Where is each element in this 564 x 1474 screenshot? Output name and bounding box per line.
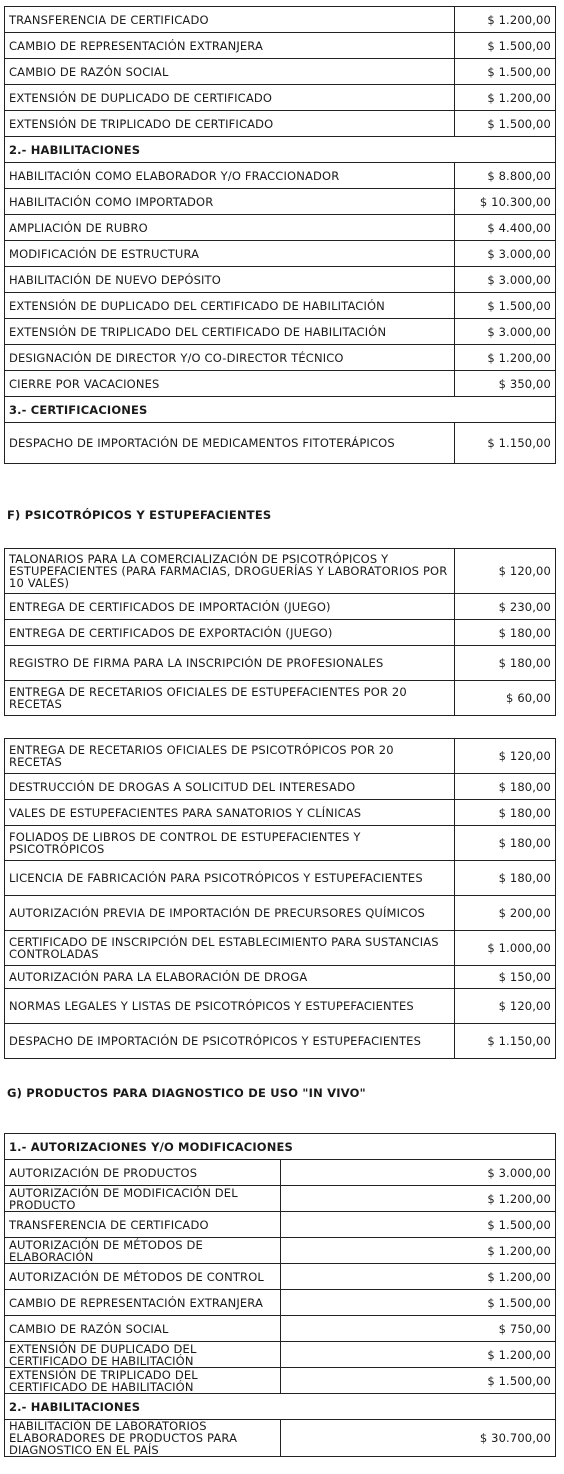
row-label: ENTREGA DE CERTIFICADOS DE EXPORTACIÓN (JUEGO) bbox=[5, 620, 455, 646]
table-row bbox=[5, 1342, 556, 1368]
table-row bbox=[5, 163, 556, 189]
section-header: 1.- AUTORIZACIONES Y/O MODIFICACIONES bbox=[5, 1134, 556, 1160]
row-price: $ 200,00 bbox=[455, 896, 556, 931]
row-label: CIERRE POR VACACIONES bbox=[5, 371, 455, 397]
table-row bbox=[5, 931, 556, 966]
row-label: CAMBIO DE RAZÓN SOCIAL bbox=[5, 59, 455, 85]
section-header: 2.- HABILITACIONES bbox=[5, 137, 556, 163]
row-label: CERTIFICADO DE INSCRIPCIÓN DEL ESTABLECIMIENTO PARA SUSTANCIAS CONTROLADAS bbox=[5, 931, 455, 966]
row-label: LICENCIA DE FABRICACIÓN PARA PSICOTRÓPICOS Y ESTUPEFACIENTES bbox=[5, 861, 455, 896]
row-label: ENTREGA DE RECETARIOS OFICIALES DE ESTUPEFACIENTES POR 20 RECETAS bbox=[5, 681, 455, 716]
table-row bbox=[5, 739, 556, 774]
row-price: $ 230,00 bbox=[455, 594, 556, 620]
table-row bbox=[5, 293, 556, 319]
table-row bbox=[5, 646, 556, 681]
table-row bbox=[5, 33, 556, 59]
table-row bbox=[5, 681, 556, 716]
row-price: $ 180,00 bbox=[455, 861, 556, 896]
table-row bbox=[5, 549, 556, 594]
row-price: $ 180,00 bbox=[455, 826, 556, 861]
table-row bbox=[5, 189, 556, 215]
section-header-row bbox=[5, 1134, 556, 1160]
row-price: $ 1.200,00 bbox=[455, 85, 556, 111]
table-row bbox=[5, 800, 556, 826]
row-label: HABILITACIÓN COMO ELABORADOR Y/O FRACCIONADOR bbox=[5, 163, 455, 189]
row-label: CAMBIO DE REPRESENTACIÓN EXTRANJERA bbox=[5, 33, 455, 59]
table-row bbox=[5, 1160, 556, 1186]
row-label: REGISTRO DE FIRMA PARA LA INSCRIPCIÓN DE PROFESIONALES bbox=[5, 646, 455, 681]
row-price: $ 1.500,00 bbox=[280, 1368, 556, 1394]
row-price: $ 180,00 bbox=[455, 646, 556, 681]
row-price: $ 1.500,00 bbox=[455, 33, 556, 59]
row-price: $ 150,00 bbox=[455, 966, 556, 989]
row-label: EXTENSIÓN DE DUPLICADO DE CERTIFICADO bbox=[5, 85, 455, 111]
fees-table-f2 bbox=[4, 738, 556, 1059]
table-row bbox=[5, 423, 556, 464]
row-label: EXTENSIÓN DE TRIPLICADO DEL CERTIFICADO DE HABILITACIÓN bbox=[5, 1368, 281, 1394]
row-label: AUTORIZACIÓN DE MÉTODOS DE ELABORACIÓN bbox=[5, 1238, 281, 1264]
row-label: AUTORIZACIÓN PREVIA DE IMPORTACIÓN DE PRECURSORES QUÍMICOS bbox=[5, 896, 455, 931]
table-row bbox=[5, 59, 556, 85]
row-label: AUTORIZACIÓN DE PRODUCTOS bbox=[5, 1160, 281, 1186]
row-price: $ 750,00 bbox=[280, 1316, 556, 1342]
table-row bbox=[5, 1290, 556, 1316]
section-header-row bbox=[5, 137, 556, 163]
row-label: DESPACHO DE IMPORTACIÓN DE MEDICAMENTOS FITOTERÁPICOS bbox=[5, 423, 455, 464]
row-label: VALES DE ESTUPEFACIENTES PARA SANATORIOS Y CLÍNICAS bbox=[5, 800, 455, 826]
table-row bbox=[5, 85, 556, 111]
row-price: $ 180,00 bbox=[455, 774, 556, 800]
table-row bbox=[5, 1238, 556, 1264]
row-price: $ 1.000,00 bbox=[455, 931, 556, 966]
table-row bbox=[5, 1212, 556, 1238]
fees-table-top bbox=[4, 6, 556, 464]
row-label: EXTENSIÓN DE DUPLICADO DEL CERTIFICADO DE HABILITACIÓN bbox=[5, 1342, 281, 1368]
table-row bbox=[5, 620, 556, 646]
row-label: TRANSFERENCIA DE CERTIFICADO bbox=[5, 1212, 281, 1238]
row-price: $ 120,00 bbox=[455, 739, 556, 774]
row-price: $ 1.150,00 bbox=[455, 1024, 556, 1059]
row-label: FOLIADOS DE LIBROS DE CONTROL DE ESTUPEFACIENTES Y PSICOTRÓPICOS bbox=[5, 826, 455, 861]
row-label: ENTREGA DE CERTIFICADOS DE IMPORTACIÓN (JUEGO) bbox=[5, 594, 455, 620]
table-row bbox=[5, 594, 556, 620]
table-row bbox=[5, 966, 556, 989]
row-price: $ 1.500,00 bbox=[455, 59, 556, 85]
row-price: $ 1.200,00 bbox=[455, 7, 556, 33]
row-label: TRANSFERENCIA DE CERTIFICADO bbox=[5, 7, 455, 33]
row-label: MODIFICACIÓN DE ESTRUCTURA bbox=[5, 241, 455, 267]
row-label: EXTENSIÓN DE TRIPLICADO DE CERTIFICADO bbox=[5, 111, 455, 137]
row-price: $ 1.200,00 bbox=[280, 1186, 556, 1212]
row-price: $ 1.500,00 bbox=[455, 111, 556, 137]
row-price: $ 1.500,00 bbox=[455, 293, 556, 319]
table-row bbox=[5, 7, 556, 33]
table-row bbox=[5, 774, 556, 800]
row-label: DESTRUCCIÓN DE DROGAS A SOLICITUD DEL INTERESADO bbox=[5, 774, 455, 800]
row-price: $ 10.300,00 bbox=[455, 189, 556, 215]
fees-table-f1 bbox=[4, 548, 556, 716]
row-label: AMPLIACIÓN DE RUBRO bbox=[5, 215, 455, 241]
row-label: EXTENSIÓN DE TRIPLICADO DEL CERTIFICADO DE HABILITACIÓN bbox=[5, 319, 455, 345]
row-price: $ 30.700,00 bbox=[280, 1420, 556, 1457]
row-price: $ 3.000,00 bbox=[280, 1160, 556, 1186]
row-price: $ 1.500,00 bbox=[280, 1290, 556, 1316]
row-label: EXTENSIÓN DE DUPLICADO DEL CERTIFICADO DE HABILITACIÓN bbox=[5, 293, 455, 319]
table-row bbox=[5, 1420, 556, 1457]
row-label: NORMAS LEGALES Y LISTAS DE PSICOTRÓPICOS Y ESTUPEFACIENTES bbox=[5, 989, 455, 1024]
section-header: 3.- CERTIFICACIONES bbox=[5, 397, 556, 423]
row-label: CAMBIO DE RAZÓN SOCIAL bbox=[5, 1316, 281, 1342]
row-label: AUTORIZACIÓN PARA LA ELABORACIÓN DE DROGA bbox=[5, 966, 455, 989]
row-price: $ 120,00 bbox=[455, 549, 556, 594]
table-row bbox=[5, 345, 556, 371]
row-price: $ 1.500,00 bbox=[280, 1212, 556, 1238]
section-f-title: F) PSICOTRÓPICOS Y ESTUPEFACIENTES bbox=[7, 508, 272, 522]
table-row bbox=[5, 861, 556, 896]
row-price: $ 120,00 bbox=[455, 989, 556, 1024]
row-price: $ 1.200,00 bbox=[280, 1238, 556, 1264]
row-label: AUTORIZACIÓN DE MODIFICACIÓN DEL PRODUCTO bbox=[5, 1186, 281, 1212]
row-label: DESPACHO DE IMPORTACIÓN DE PSICOTRÓPICOS Y ESTUPEFACIENTES bbox=[5, 1024, 455, 1059]
table-row bbox=[5, 1368, 556, 1394]
row-label: TALONARIOS PARA LA COMERCIALIZACIÓN DE PSICOTRÓPICOS Y ESTUPEFACIENTES (PARA FARMACIAS, DROGUERÍAS Y LABORATORIOS POR 10 VALES) bbox=[5, 549, 455, 594]
row-label: DESIGNACIÓN DE DIRECTOR Y/O CO-DIRECTOR TÉCNICO bbox=[5, 345, 455, 371]
section-g-title: G) PRODUCTOS PARA DIAGNOSTICO DE USO "IN VIVO" bbox=[7, 1086, 366, 1100]
row-label: AUTORIZACIÓN DE MÉTODOS DE CONTROL bbox=[5, 1264, 281, 1290]
table-row bbox=[5, 896, 556, 931]
row-label: ENTREGA DE RECETARIOS OFICIALES DE PSICOTRÓPICOS POR 20 RECETAS bbox=[5, 739, 455, 774]
table-row bbox=[5, 1186, 556, 1212]
row-label: CAMBIO DE REPRESENTACIÓN EXTRANJERA bbox=[5, 1290, 281, 1316]
row-price: $ 180,00 bbox=[455, 800, 556, 826]
section-header-row bbox=[5, 397, 556, 423]
table-row bbox=[5, 215, 556, 241]
row-label: HABILITACIÓN DE LABORATORIOS ELABORADORES DE PRODUCTOS PARA DIAGNOSTICO EN EL PAÍS bbox=[5, 1420, 281, 1457]
row-price: $ 3.000,00 bbox=[455, 319, 556, 345]
row-price: $ 60,00 bbox=[455, 681, 556, 716]
table-row bbox=[5, 826, 556, 861]
table-row bbox=[5, 267, 556, 293]
row-price: $ 8.800,00 bbox=[455, 163, 556, 189]
row-price: $ 1.200,00 bbox=[280, 1264, 556, 1290]
table-row bbox=[5, 1316, 556, 1342]
table-row bbox=[5, 319, 556, 345]
row-price: $ 1.200,00 bbox=[455, 345, 556, 371]
table-row bbox=[5, 241, 556, 267]
fees-table-g bbox=[4, 1133, 556, 1457]
row-price: $ 1.150,00 bbox=[455, 423, 556, 464]
row-label: HABILITACIÓN COMO IMPORTADOR bbox=[5, 189, 455, 215]
row-price: $ 3.000,00 bbox=[455, 241, 556, 267]
row-price: $ 1.200,00 bbox=[280, 1342, 556, 1368]
table-row bbox=[5, 1024, 556, 1059]
table-row bbox=[5, 111, 556, 137]
table-row bbox=[5, 989, 556, 1024]
row-price: $ 180,00 bbox=[455, 620, 556, 646]
row-price: $ 4.400,00 bbox=[455, 215, 556, 241]
table-row bbox=[5, 1264, 556, 1290]
row-label: HABILITACIÓN DE NUEVO DEPÓSITO bbox=[5, 267, 455, 293]
row-price: $ 350,00 bbox=[455, 371, 556, 397]
table-row bbox=[5, 371, 556, 397]
section-header: 2.- HABILITACIONES bbox=[5, 1394, 556, 1420]
row-price: $ 3.000,00 bbox=[455, 267, 556, 293]
section-header-row bbox=[5, 1394, 556, 1420]
